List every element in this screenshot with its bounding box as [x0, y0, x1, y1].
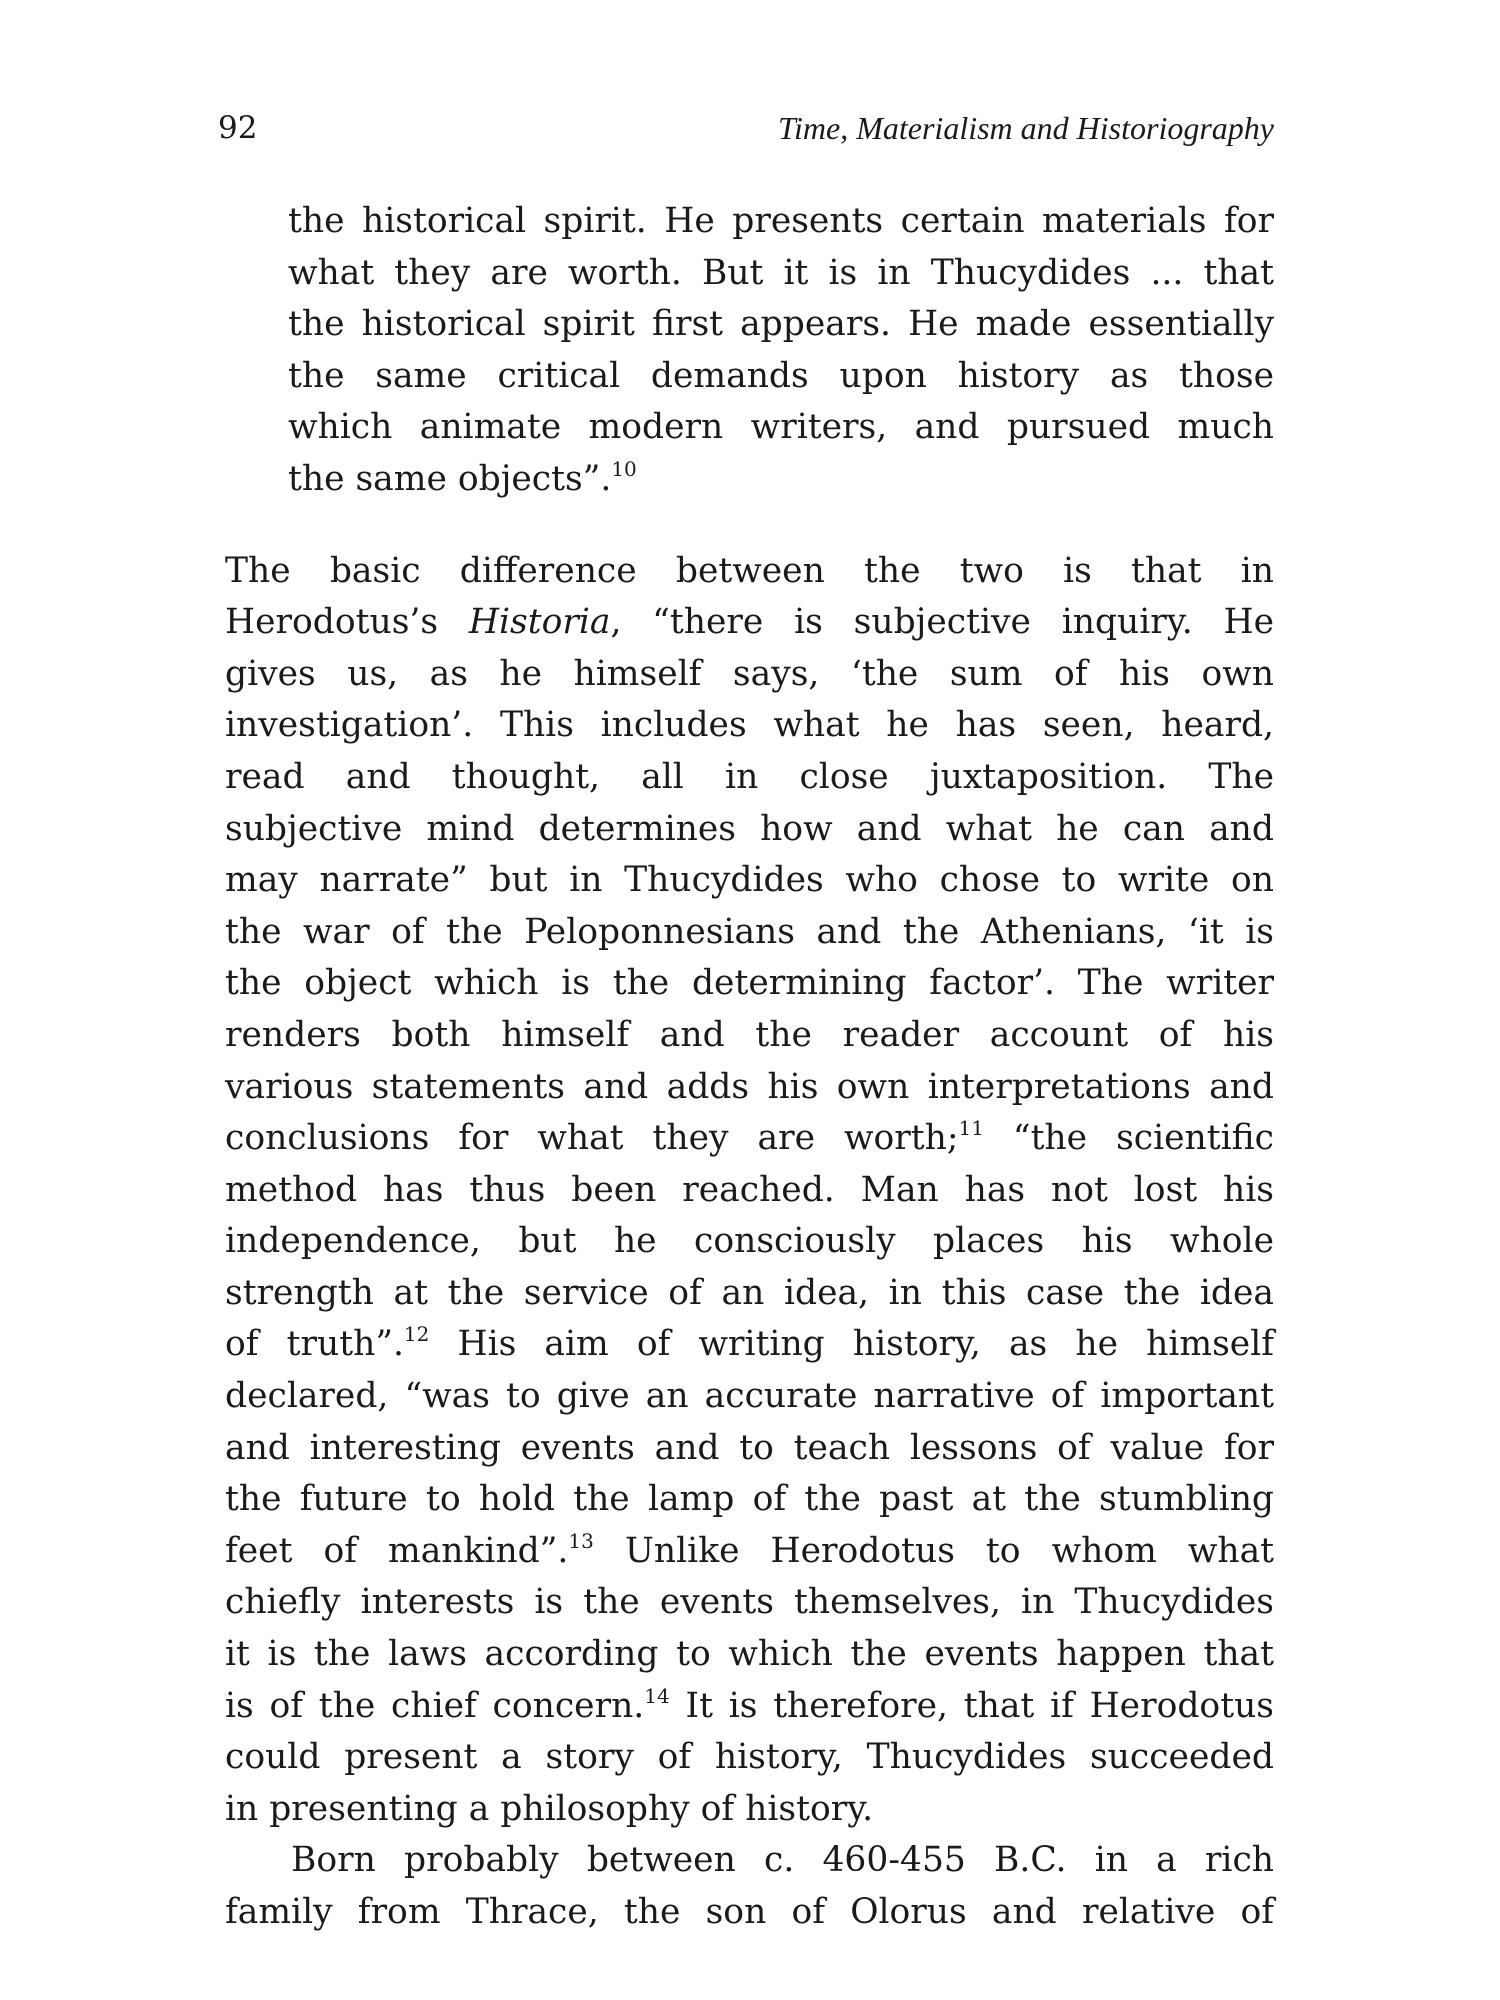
paragraph-line: read and thought, all in close juxtaposition. The — [225, 756, 1274, 797]
paragraph-line: family from Thrace, the son of Olorus and relative of — [225, 1892, 1274, 1932]
paragraph-line: subjective mind determines how and what he can and — [225, 808, 1274, 849]
footnote-ref: 12 — [403, 1322, 430, 1347]
text-run: of truth”. — [225, 1324, 404, 1365]
paragraph-line: declared, “was to give an accurate narrative of important — [225, 1376, 1274, 1417]
running-title: Time, Materialism and Historiography — [777, 110, 1274, 146]
paragraph-line: chiefly interests is the events themselves, in Thucydides — [225, 1582, 1274, 1623]
paragraph-line: method has thus been reached. Man has not lost his — [225, 1169, 1274, 1210]
paragraph-line: The basic difference between the two is that in — [225, 550, 1274, 591]
text-run: His aim of writing history, as he himself — [429, 1324, 1274, 1365]
paragraph-line: it is the laws according to which the events happen that — [225, 1634, 1274, 1675]
paragraph-line: independence, but he consciously places his whole — [225, 1221, 1274, 1262]
footnote-ref: 13 — [568, 1528, 594, 1553]
quote-line: the historical spirit. He presents certain materials for — [288, 201, 1274, 241]
paragraph-line: could present a story of history, Thucydides succeeded — [225, 1737, 1274, 1778]
paragraph-line: gives us, as he himself says, ‘the sum of his own — [225, 653, 1274, 694]
paragraph-line: the war of the Peloponnesians and the Athenians, ‘it is — [225, 911, 1274, 952]
quote-line: the historical spirit first appears. He made essentially — [288, 304, 1274, 345]
paragraph-line: in presenting a philosophy of history. — [225, 1788, 874, 1829]
paragraph-born — [225, 1835, 1274, 1938]
text-run: It is therefore, that if Herodotus — [669, 1685, 1274, 1726]
paragraph-line — [225, 1681, 1274, 1733]
italic-title: Historia — [468, 602, 611, 643]
paragraph-herodotus-thucydides — [225, 546, 1274, 1836]
footnote-ref: 11 — [958, 1116, 984, 1141]
paragraph-line: and interesting events and to teach lessons of value for — [225, 1427, 1274, 1468]
page-body — [225, 196, 1274, 1939]
paragraph-line: Born probably between c. 460-455 B.C. in a rich — [291, 1840, 1274, 1881]
paragraph-line: renders both himself and the reader account of his — [225, 1014, 1274, 1055]
text-run: is of the chief concern. — [225, 1685, 645, 1726]
paragraph-line — [225, 1319, 1274, 1371]
paragraph-line: strength at the service of an idea, in this case the idea — [225, 1272, 1274, 1313]
footnote-ref: 14 — [644, 1683, 670, 1708]
text-run: , “there is subjective inquiry. He — [610, 602, 1274, 643]
paragraph-line: the future to hold the lamp of the past at the stumbling — [225, 1479, 1274, 1520]
quote-line: the same critical demands upon history as those — [288, 355, 1274, 396]
paragraph-line: the object which is the determining factor’. The writer — [225, 963, 1274, 1004]
page-number: 92 — [218, 110, 258, 146]
text-run: Unlike Herodotus to whom what — [593, 1530, 1274, 1571]
quote-line: what they are worth. But it is in Thucydides ... that — [288, 252, 1274, 293]
text-run: Herodotus’s — [225, 602, 469, 643]
paragraph-line: may narrate” but in Thucydides who chose to write on — [225, 860, 1274, 901]
paragraph-line: various statements and adds his own interpretations and — [225, 1066, 1274, 1107]
paragraph-line — [225, 597, 1274, 649]
paragraph-line: investigation’. This includes what he has seen, heard, — [225, 705, 1274, 746]
footnote-ref: 10 — [611, 456, 637, 481]
text-run: feet of mankind”. — [225, 1530, 569, 1571]
quote-line — [288, 454, 1274, 506]
quote-line-text: the same objects”. — [288, 458, 612, 499]
quote-line: which animate modern writers, and pursued much — [288, 407, 1274, 448]
text-run: “the scientific — [983, 1118, 1274, 1159]
block-quote — [288, 196, 1274, 506]
paragraph-line — [225, 1526, 1274, 1578]
page-header — [218, 108, 1274, 158]
paragraph-line — [225, 1113, 1274, 1165]
text-run: conclusions for what they are worth; — [225, 1118, 959, 1159]
